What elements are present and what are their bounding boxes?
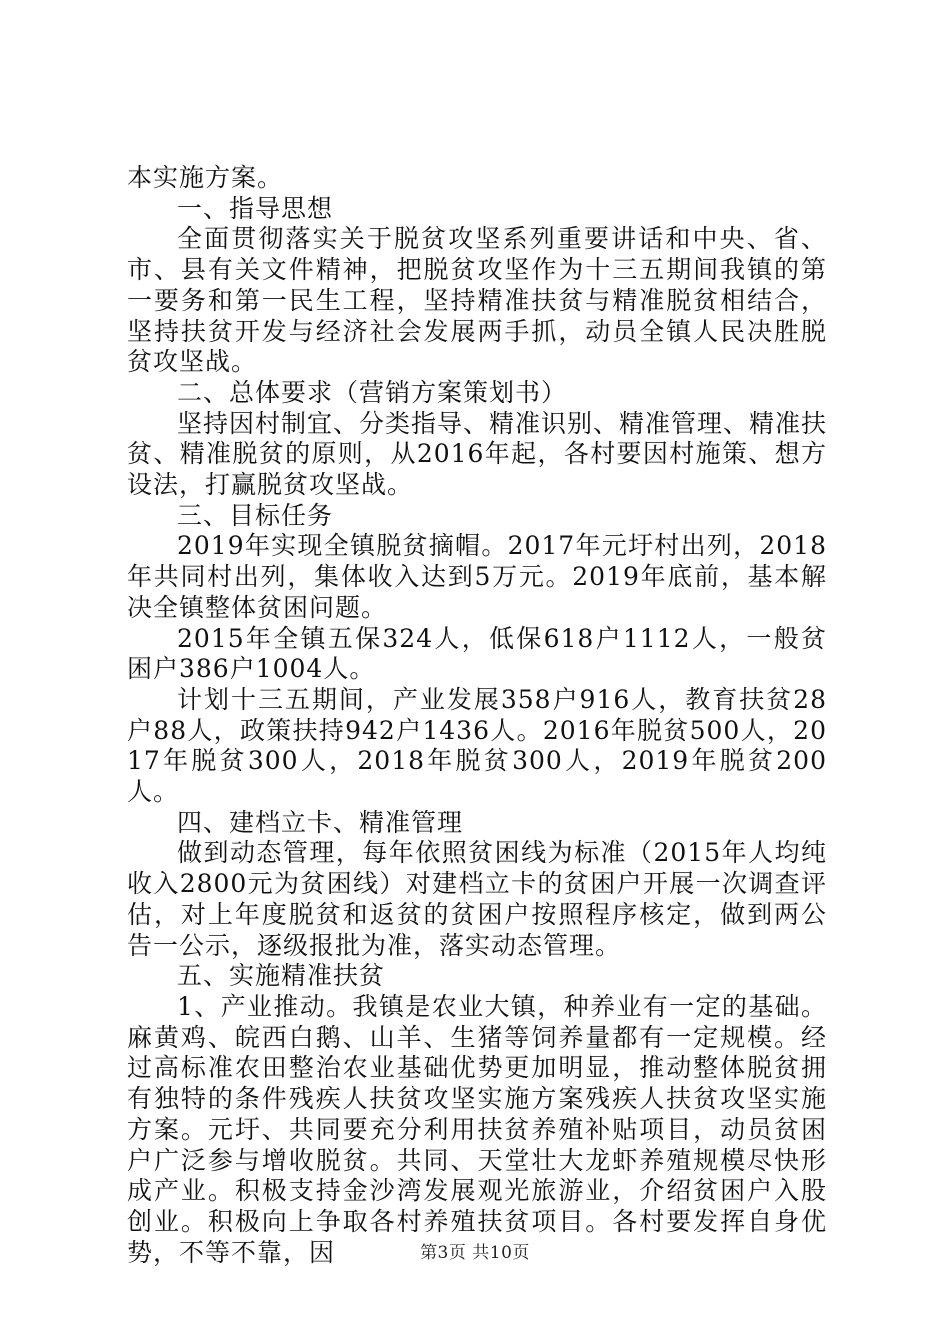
document-body [127, 163, 827, 1268]
page-number-label: 第3页 共10页 [420, 1243, 530, 1263]
body-paragraph: 本实施方案。 [127, 163, 284, 192]
body-paragraph: 2019年实现全镇脱贫摘帽。2017年元圩村出列，2018年共同村出列，集体收入达到5万元。2019年底前，基本解决全镇整体贫困问题。 [127, 531, 827, 622]
body-paragraph: 2015年全镇五保324人，低保618户1112人，一般贫困户386户1004人。 [127, 623, 827, 684]
section-heading: 三、目标任务 [177, 500, 334, 530]
body-paragraph: 做到动态管理，每年依照贫困线为标准（2015年人均纯收入2800元为贫困线）对建档立卡的贫困户开展一次调查评估，对上年度脱贫和返贫的贫困户按照程序核定，做到两公告一公示，逐级报批为准，落实动态管理。 [127, 838, 827, 960]
section-heading: 一、指导思想 [177, 193, 334, 223]
section-heading: 五、实施精准扶贫 [177, 961, 386, 991]
body-paragraph: 计划十三五期间，产业发展358户916人，教育扶贫28户88人，政策扶持942户1436人。2016年脱贫500人，2017年脱贫300人，2018年脱贫300人，2019年脱贫200人。 [127, 684, 827, 807]
body-paragraph: 全面贯彻落实关于脱贫攻坚系列重要讲话和中央、省、市、县有关文件精神，把脱贫攻坚作为十三五期间我镇的第一要务和第一民生工程，坚持精准扶贫与精准脱贫相结合，坚持扶贫开发与经济社会发展两手抓，动员全镇人民决胜脱贫攻坚战。 [127, 224, 827, 377]
section-heading: 四、建档立卡、精准管理 [177, 807, 464, 837]
page-footer [0, 1238, 950, 1263]
body-paragraph: 坚持因村制宜、分类指导、精准识别、精准管理、精准扶贫、精准脱贫的原则，从2016年起，各村要因村施策、想方设法，打赢脱贫攻坚战。 [127, 408, 828, 500]
section-heading: 二、总体要求（营销方案策划书） [177, 377, 568, 407]
body-paragraph: 1、产业推动。我镇是农业大镇，种养业有一定的基础。麻黄鸡、皖西白鹅、山羊、生猪等饲养量都有一定规模。经过高标准农田整治农业基础优势更加明显，推动整体脱贫拥有独特的条件残疾人扶贫攻坚实施方案残疾人扶贫攻坚实施方案。元圩、共同要充分利用扶贫养殖补贴项目，动员贫困户广泛参与增收脱贫。共同、天堂壮大龙虾养殖规模尽快形成产业。积极支持金沙湾发展观光旅游业，介绍贫困户入股创业。积极向上争取各村养殖扶贫项目。各村要发挥自身优势，不等不靠，因 [127, 991, 827, 1267]
